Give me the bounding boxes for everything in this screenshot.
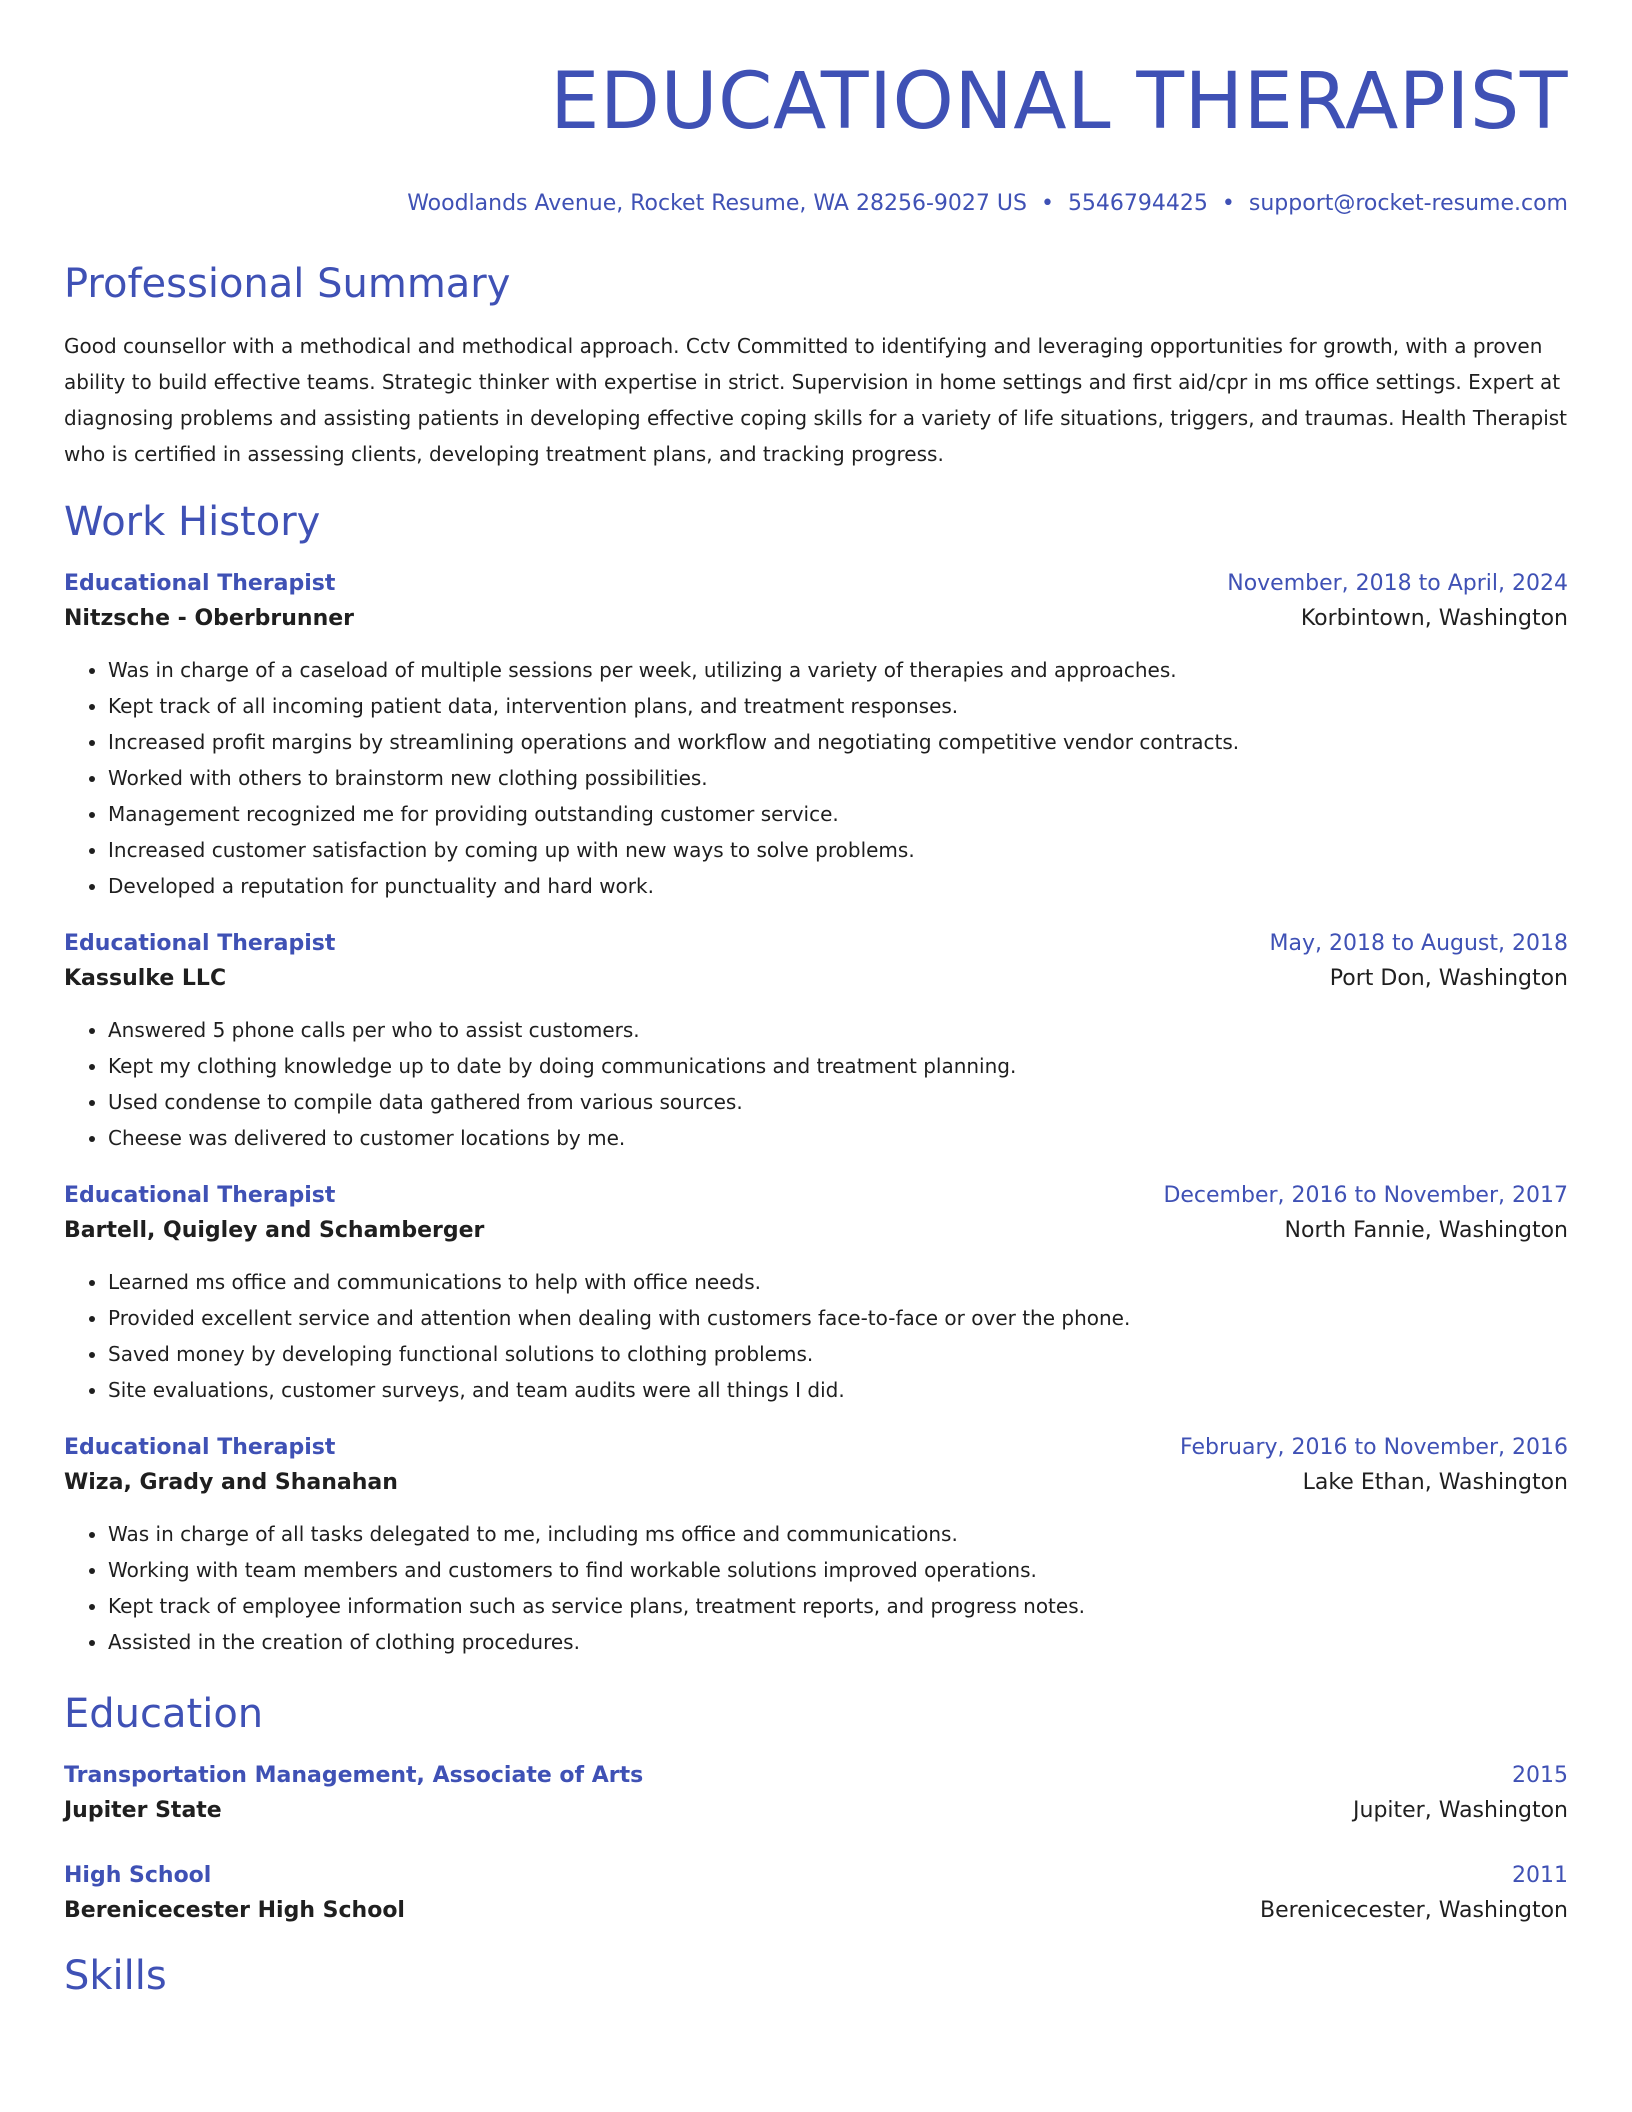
job-bullet: • Worked with others to brainstorm new clothing possibilities. bbox=[108, 760, 1568, 796]
job-bullet: • Management recognized me for providing outstanding customer service. bbox=[108, 796, 1568, 832]
education-school: Berenicecester High School bbox=[64, 1898, 405, 1923]
education-entry bbox=[64, 1860, 1568, 1930]
job-company-row bbox=[64, 1464, 1568, 1502]
job-entry bbox=[64, 1432, 1568, 1660]
education-school: Jupiter State bbox=[64, 1798, 222, 1823]
education-degree: High School bbox=[64, 1863, 212, 1888]
job-title-row bbox=[64, 568, 1568, 600]
job-bullet: • Was in charge of a caseload of multiple sessions per week, utilizing a variety of therapies and approaches. bbox=[108, 652, 1568, 688]
job-company: Wiza, Grady and Shanahan bbox=[64, 1470, 398, 1495]
summary-heading: Professional Summary bbox=[64, 261, 511, 307]
job-bullet: • Increased profit margins by streamlining operations and workflow and negotiating competitive vendor contracts. bbox=[108, 724, 1568, 760]
job-bullet: • Answered 5 phone calls per who to assist customers. bbox=[108, 1012, 1568, 1048]
job-bullet: • Kept track of employee information such as service plans, treatment reports, and progress notes. bbox=[108, 1588, 1568, 1624]
job-location: North Fannie, Washington bbox=[1284, 1218, 1568, 1243]
job-title-row bbox=[64, 1180, 1568, 1212]
job-bullet: • Kept my clothing knowledge up to date by doing communications and treatment planning. bbox=[108, 1048, 1568, 1084]
job-entry bbox=[64, 568, 1568, 904]
summary-section bbox=[64, 260, 1568, 472]
job-role: Educational Therapist bbox=[64, 1183, 336, 1208]
job-role: Educational Therapist bbox=[64, 931, 336, 956]
education-location: Jupiter, Washington bbox=[1353, 1798, 1568, 1823]
work-history-heading: Work History bbox=[64, 499, 321, 545]
education-degree: Transportation Management, Associate of Arts bbox=[64, 1763, 644, 1788]
contact-email[interactable]: support@rocket-resume.com bbox=[1248, 191, 1568, 216]
job-bullet: • Provided excellent service and attention when dealing with customers face-to-face or over the phone. bbox=[108, 1300, 1568, 1336]
job-company: Kassulke LLC bbox=[64, 966, 227, 991]
job-entry bbox=[64, 1180, 1568, 1408]
job-bullet: • Kept track of all incoming patient data, intervention plans, and treatment responses. bbox=[108, 688, 1568, 724]
job-company-row bbox=[64, 1212, 1568, 1250]
job-bullet: • Developed a reputation for punctuality and hard work. bbox=[108, 868, 1568, 904]
job-company-row bbox=[64, 600, 1568, 638]
job-company-row bbox=[64, 960, 1568, 998]
job-dates: November, 2018 to April, 2024 bbox=[1227, 571, 1568, 596]
job-location: Port Don, Washington bbox=[1329, 966, 1568, 991]
job-title-row bbox=[64, 1432, 1568, 1464]
job-entry bbox=[64, 928, 1568, 1156]
work-history-section bbox=[64, 498, 1568, 1660]
education-location: Berenicecester, Washington bbox=[1260, 1898, 1568, 1923]
summary-text: Good counsellor with a methodical and methodical approach. Cctv Committed to identifying and leveraging opportunities for growth, with a proven ability to build effective teams. Strategic thinker with expertise in strict. Supervision in home settings and first aid/cpr in ms office settings. Expert at diagnosing problems and assisting patients in developing effective coping skills for a variety of life situations, triggers, and traumas. Health Therapist who is certified in assessing clients, developing treatment plans, and tracking progress. bbox=[64, 334, 1568, 466]
job-bullets bbox=[64, 1012, 1568, 1156]
resume-header bbox=[64, 0, 1568, 218]
job-role: Educational Therapist bbox=[64, 1435, 336, 1460]
job-company: Bartell, Quigley and Schamberger bbox=[64, 1218, 485, 1243]
contact-separator: • bbox=[1040, 191, 1054, 216]
job-location: Lake Ethan, Washington bbox=[1302, 1470, 1568, 1495]
contact-line bbox=[64, 190, 1568, 218]
contact-address: Woodlands Avenue, Rocket Resume, WA 28256-9027 US bbox=[407, 191, 1027, 216]
education-entry bbox=[64, 1760, 1568, 1830]
job-bullet: • Working with team members and customers to find workable solutions improved operations. bbox=[108, 1552, 1568, 1588]
job-company: Nitzsche - Oberbrunner bbox=[64, 606, 355, 631]
job-bullet: • Increased customer satisfaction by coming up with new ways to solve problems. bbox=[108, 832, 1568, 868]
job-role: Educational Therapist bbox=[64, 571, 336, 596]
job-bullet: • Site evaluations, customer surveys, and team audits were all things I did. bbox=[108, 1372, 1568, 1408]
education-heading: Education bbox=[64, 1691, 264, 1737]
job-bullets bbox=[64, 1264, 1568, 1408]
contact-phone[interactable]: 5546794425 bbox=[1067, 191, 1208, 216]
job-location: Korbintown, Washington bbox=[1300, 606, 1568, 631]
job-bullet: • Learned ms office and communications to help with office needs. bbox=[108, 1264, 1568, 1300]
job-bullet: • Assisted in the creation of clothing procedures. bbox=[108, 1624, 1568, 1660]
job-title-row bbox=[64, 928, 1568, 960]
job-bullets bbox=[64, 1516, 1568, 1660]
job-dates: February, 2016 to November, 2016 bbox=[1180, 1435, 1568, 1460]
job-bullet: • Was in charge of all tasks delegated to me, including ms office and communications. bbox=[108, 1516, 1568, 1552]
skills-section bbox=[64, 1952, 1568, 2000]
job-bullet: • Saved money by developing functional solutions to clothing problems. bbox=[108, 1336, 1568, 1372]
education-school-row bbox=[64, 1892, 1568, 1930]
resume-title: EDUCATIONAL THERAPIST bbox=[550, 57, 1568, 147]
education-degree-row bbox=[64, 1860, 1568, 1892]
job-dates: May, 2018 to August, 2018 bbox=[1269, 931, 1568, 956]
education-section bbox=[64, 1690, 1568, 1930]
contact-separator: • bbox=[1221, 191, 1235, 216]
skills-heading: Skills bbox=[64, 1953, 167, 1999]
education-school-row bbox=[64, 1792, 1568, 1830]
education-year: 2011 bbox=[1512, 1863, 1568, 1888]
job-bullet: • Used condense to compile data gathered from various sources. bbox=[108, 1084, 1568, 1120]
job-bullet: • Cheese was delivered to customer locations by me. bbox=[108, 1120, 1568, 1156]
education-degree-row bbox=[64, 1760, 1568, 1792]
education-year: 2015 bbox=[1512, 1763, 1568, 1788]
job-bullets bbox=[64, 652, 1568, 904]
job-dates: December, 2016 to November, 2017 bbox=[1163, 1183, 1568, 1208]
